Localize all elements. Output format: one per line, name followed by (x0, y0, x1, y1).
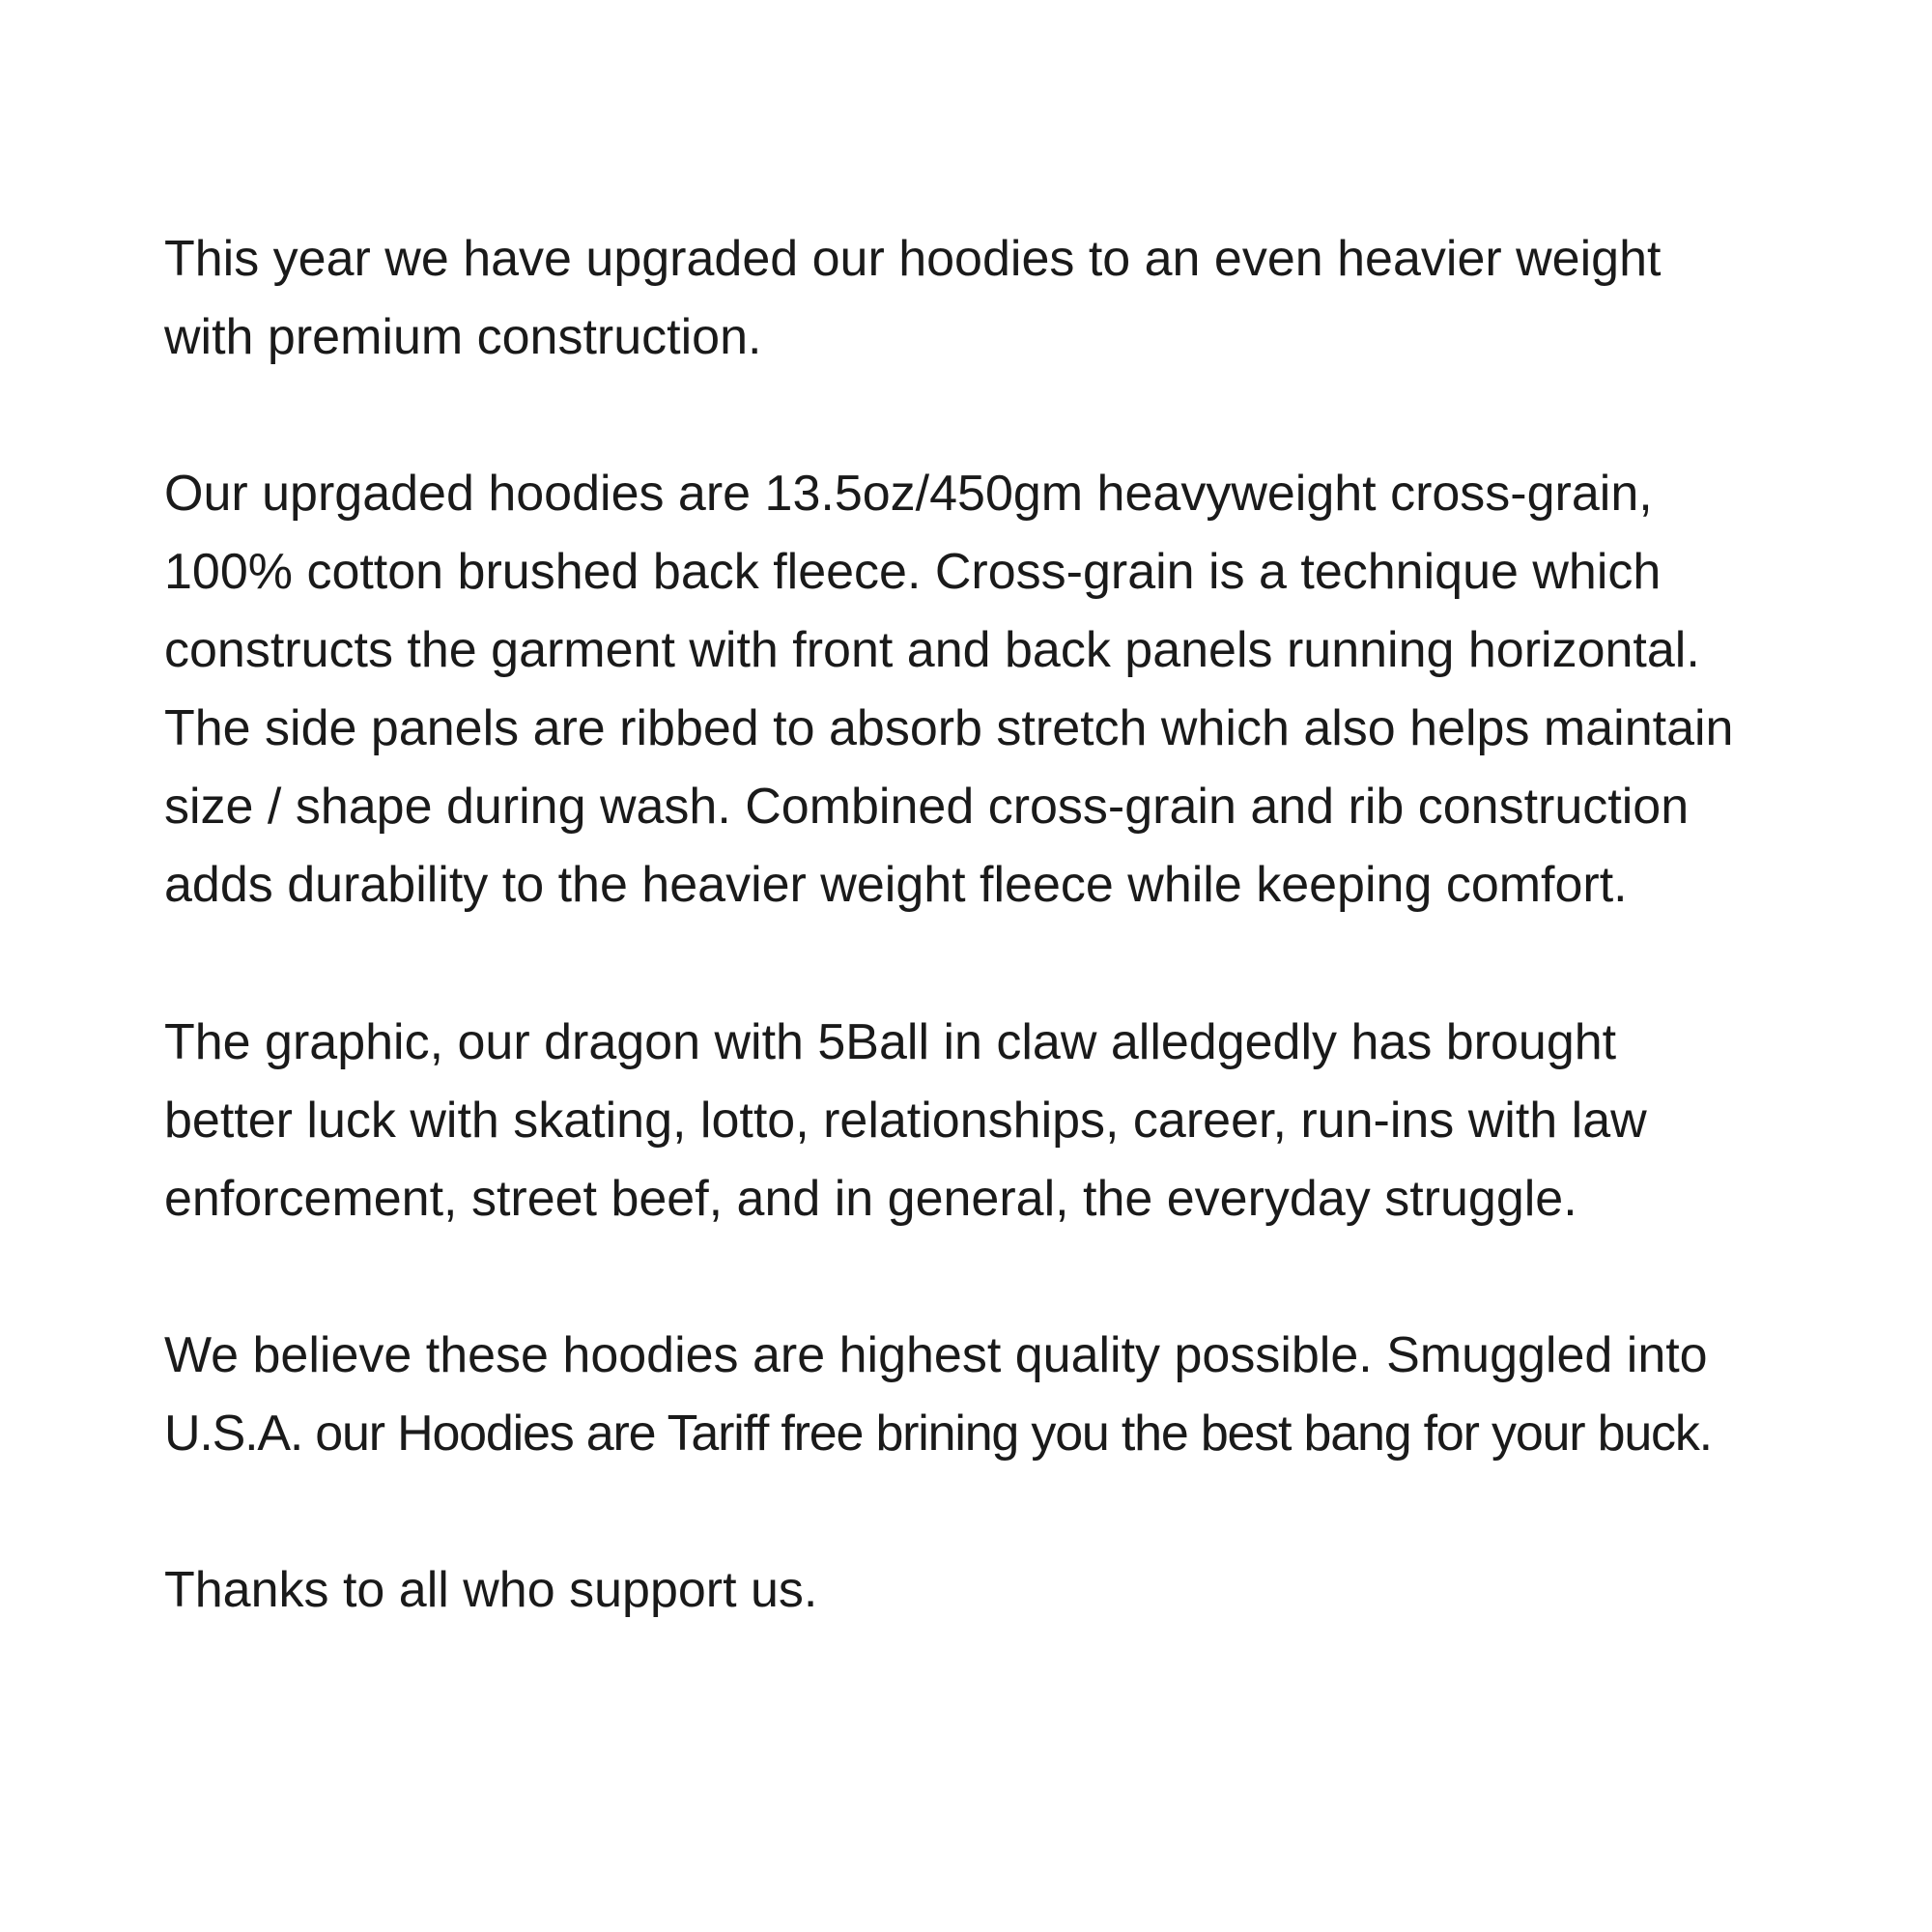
text-line: We believe these hoodies are highest quality possible. Smuggled into (164, 1327, 1708, 1383)
text-line: enforcement, street beef, and in general, the everyday struggle. (164, 1171, 1577, 1227)
paragraph-upgrade-intro (164, 220, 1806, 377)
text-line: The graphic, our dragon with 5Ball in claw alledgedly has brought (164, 1014, 1617, 1070)
text-line: 100% cotton brushed back fleece. Cross-grain is a technique which (164, 544, 1662, 600)
paragraph-graphic-description (164, 1004, 1806, 1238)
text-line: Thanks to all who support us. (164, 1562, 818, 1618)
text-line: This year we have upgraded our hoodies to an even heavier weight (164, 231, 1662, 287)
paragraph-thanks (164, 1551, 1806, 1630)
text-line: U.S.A. our Hoodies are Tariff free brining you the best bang for your buck. (164, 1406, 1712, 1462)
text-line: size / shape during wash. Combined cross-grain and rib construction (164, 779, 1690, 835)
paragraph-quality-statement (164, 1317, 1806, 1473)
text-line: adds durability to the heavier weight fleece while keeping comfort. (164, 857, 1628, 913)
paragraph-construction-details (164, 455, 1806, 924)
text-line: constructs the garment with front and back panels running horizontal. (164, 622, 1700, 678)
text-line: with premium construction. (164, 309, 762, 365)
text-line: Our uprgaded hoodies are 13.5oz/450gm heavyweight cross-grain, (164, 466, 1653, 522)
text-line: better luck with skating, lotto, relationships, career, run-ins with law (164, 1093, 1647, 1149)
text-line: The side panels are ribbed to absorb stretch which also helps maintain (164, 700, 1734, 756)
